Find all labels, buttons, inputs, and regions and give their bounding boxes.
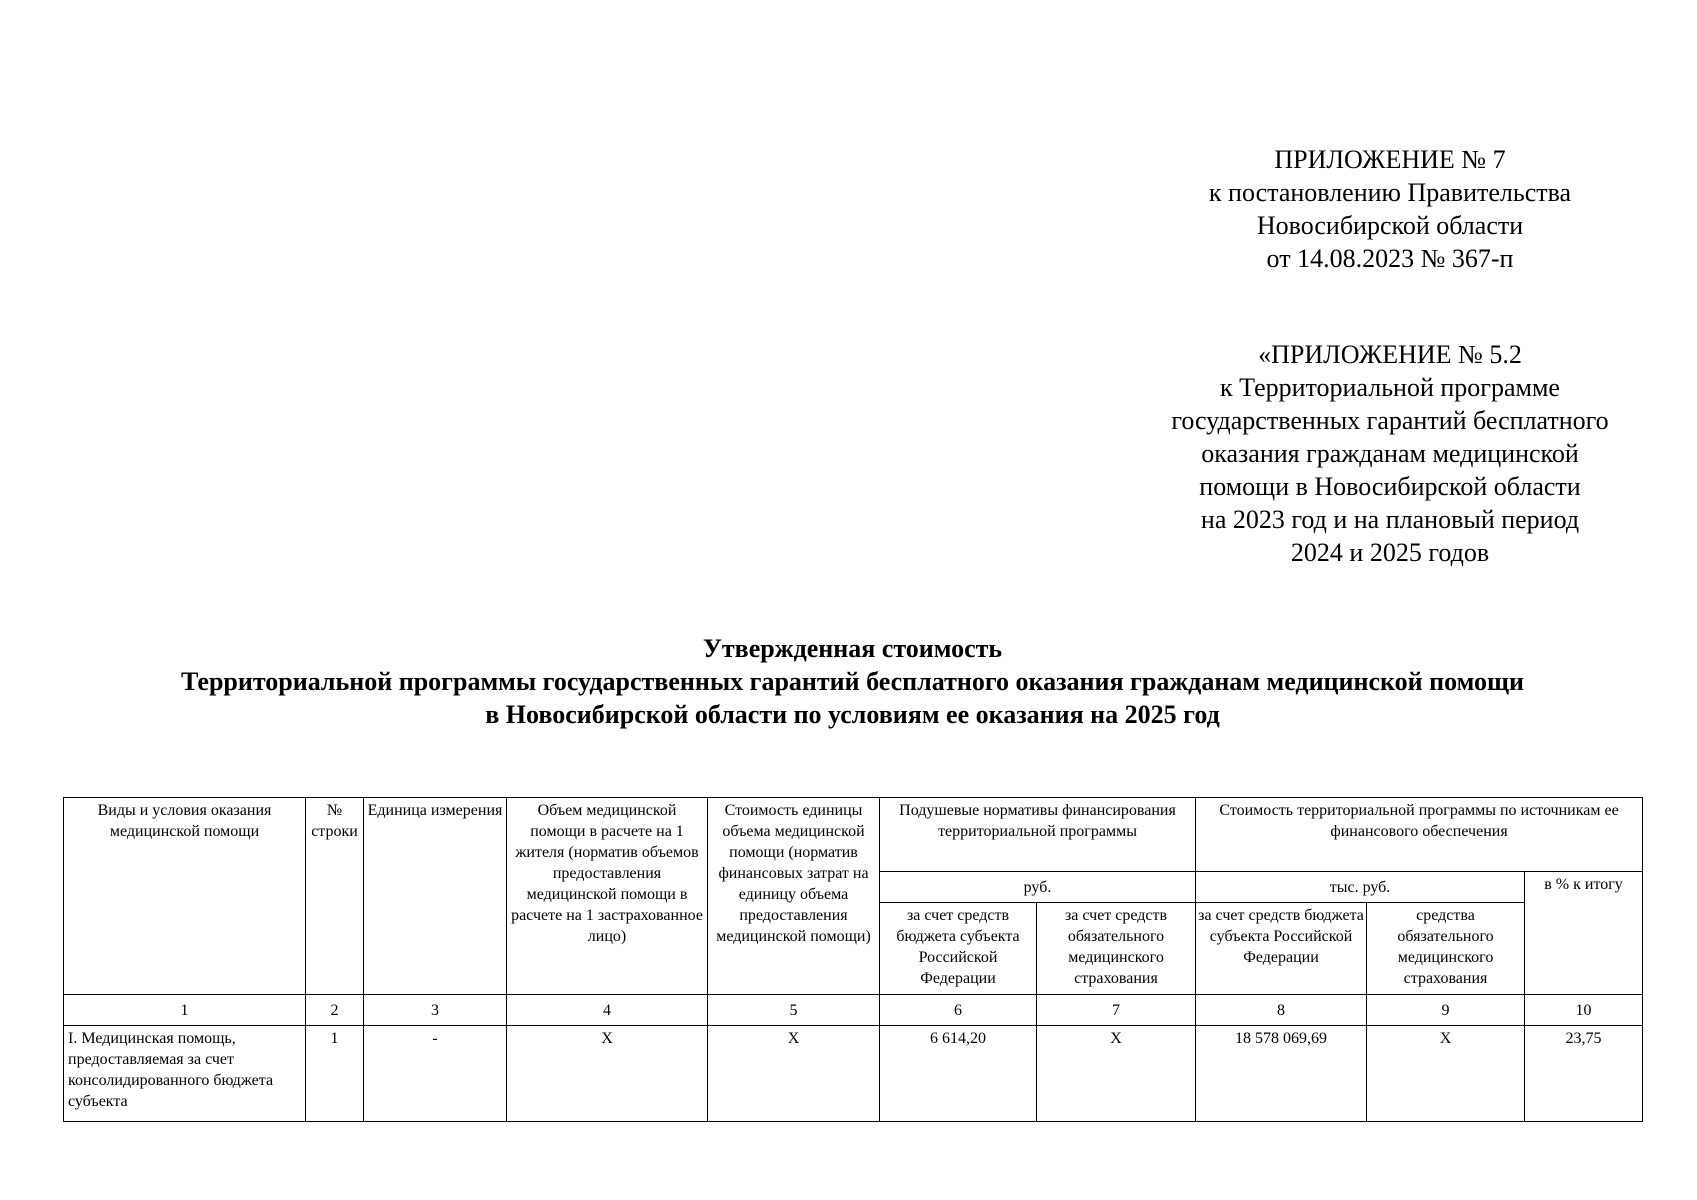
column-number: 8 [1196,995,1367,1026]
title-line: Утвержденная стоимость [702,634,1003,663]
header-per-capita-oms: за счет средств обязательного медицинского страхования [1037,903,1196,995]
column-number: 5 [708,995,880,1026]
row-volume: X [507,1026,708,1122]
attachment-program-line: оказания гражданам медицинской [1201,439,1579,468]
attachment-program-line: к Территориальной программе [1220,373,1560,402]
column-number: 7 [1037,995,1196,1026]
attachment-program-line: государственных гарантий бесплатного [1171,406,1609,435]
header-volume: Объем медицинской помощи в расчете на 1 жителя (норматив объемов предоставления медицинской помощи в расчете на 1 застрахованное лицо) [507,798,708,995]
document-title [60,632,1645,731]
column-number: 9 [1367,995,1525,1026]
header-cost-budget: за счет средств бюджета субъекта Российской Федерации [1196,903,1367,995]
attachment-main-line: к постановлению Правительства [1208,178,1572,207]
row-name: I. Медицинская помощь, предоставляемая за счет консолидированного бюджета субъекта [64,1026,306,1122]
column-number: 2 [306,995,364,1026]
attachment-program-header [1120,338,1660,569]
header-thousand-rub: тыс. руб. [1196,872,1525,903]
header-program-cost: Стоимость территориальной программы по источникам ее финансового обеспечения [1196,798,1643,872]
title-line: в Новосибирской области по условиям ее оказания на 2025 год [485,700,1220,729]
header-line-number: № строки [306,798,364,995]
title-line: Территориальной программы государственных гарантий бесплатного оказания гражданам медицинской помощи [181,667,1524,696]
row-per-capita-budget: 6 614,20 [880,1026,1037,1122]
row-line-number: 1 [306,1026,364,1122]
attachment-program-line: на 2023 год и на плановый период [1200,505,1580,534]
header-kinds: Виды и условия оказания медицинской помощи [64,798,306,995]
header-cost-oms: средства обязательного медицинского страхования [1367,903,1525,995]
header-unit-cost: Стоимость единицы объема медицинской помощи (норматив финансовых затрат на единицу объема предоставления медицинской помощи) [708,798,880,995]
table-row [64,1026,1643,1122]
row-unit: - [364,1026,507,1122]
header-per-capita: Подушевые нормативы финансирования территориальной программы [880,798,1196,872]
attachment-main-header [1150,143,1630,275]
row-unit-cost: X [708,1026,880,1122]
header-unit: Единица измерения [364,798,507,995]
column-number: 6 [880,995,1037,1026]
attachment-main-line: Новосибирской области [1256,211,1524,240]
attachment-program-line: помощи в Новосибирской области [1199,472,1581,501]
header-row [64,798,1643,872]
row-percent: 23,75 [1525,1026,1643,1122]
header-rub: руб. [880,872,1196,903]
attachment-main-line: от 14.08.2023 № 367-п [1266,244,1514,273]
column-number: 3 [364,995,507,1026]
row-per-capita-oms: X [1037,1026,1196,1122]
header-percent-total: в % к итогу [1525,872,1643,995]
column-number: 4 [507,995,708,1026]
row-cost-budget: 18 578 069,69 [1196,1026,1367,1122]
attachment-program-line: «ПРИЛОЖЕНИЕ № 5.2 [1258,340,1522,369]
cost-table [63,797,1643,1122]
row-cost-oms: X [1367,1026,1525,1122]
attachment-main-line: ПРИЛОЖЕНИЕ № 7 [1274,145,1506,174]
attachment-program-line: 2024 и 2025 годов [1290,538,1490,567]
column-number: 10 [1525,995,1643,1026]
column-number-row [64,995,1643,1026]
column-number: 1 [64,995,306,1026]
header-per-capita-budget: за счет средств бюджета субъекта Российской Федерации [880,903,1037,995]
